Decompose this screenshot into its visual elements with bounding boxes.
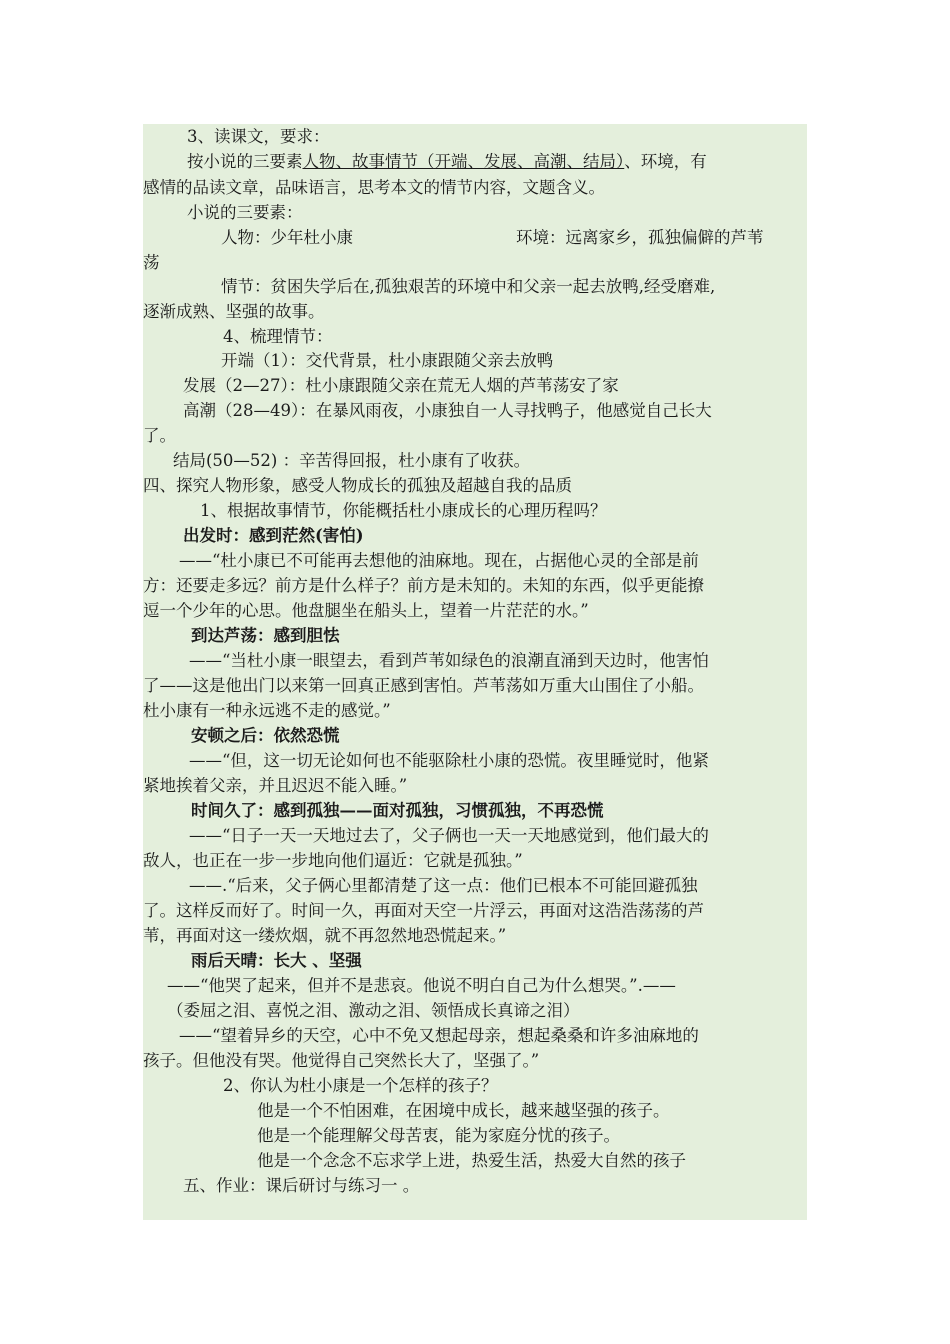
- quote-arrival-2: 了——这是他出门以来第一回真正感到害怕。芦苇荡如万重大山围住了小船。: [143, 676, 704, 695]
- quote-departure-1: ——“杜小康已不可能再去想他的油麻地。现在，占据他心灵的全部是前: [179, 551, 699, 570]
- document-page: [143, 124, 807, 1220]
- plot-development: 发展（2—27）：杜小康跟随父亲在荒无人烟的芦苇荡安了家: [183, 376, 619, 395]
- quote-time-1: ——“日子一天一天地过去了，父子俩也一天一天地感觉到，他们最大的: [189, 826, 709, 845]
- quote-rain-2: （委屈之泪、喜悦之泪、激动之泪、领悟成长真谛之泪）: [167, 1001, 580, 1020]
- heading-after-rain: 雨后天晴：长大 、坚强: [191, 951, 362, 970]
- element-person: 人物：少年杜小康: [221, 228, 353, 247]
- quote-time-3: ——.“后来，父子俩心里都清楚了这一点：他们已根本不可能回避孤独: [189, 876, 698, 895]
- quote-time-5: 苇，再面对这一缕炊烟，就不再忽然地恐慌起来。”: [143, 926, 507, 945]
- requirement-prefix: 按小说的三要素: [187, 152, 303, 171]
- requirement-suffix: 、环境，有: [624, 152, 707, 171]
- requirement-line-2: 感情的品读文章，品味语言，思考本文的情节内容，文题含义。: [143, 178, 605, 197]
- requirement-line-1: [143, 149, 807, 175]
- answer-2-line-1: 他是一个不怕困难，在困境中成长，越来越坚强的孩子。: [257, 1101, 670, 1120]
- quote-settled-1: ——“但，这一切无论如何也不能驱除杜小康的恐慌。夜里睡觉时，他紧: [189, 751, 709, 770]
- quote-rain-3: ——“望着异乡的天空，心中不免又想起母亲，想起桑桑和许多油麻地的: [179, 1026, 699, 1045]
- requirement-underlined: 人物、故事情节（开端、发展、高潮、结局）: [302, 152, 625, 171]
- answer-2-line-3: 他是一个念念不忘求学上进，热爱生活，热爱大自然的孩子: [257, 1151, 686, 1170]
- plot-summary-line-2: 逐渐成熟、坚强的故事。: [143, 302, 325, 321]
- quote-arrival-1: ——“当杜小康一眼望去，看到芦苇如绿色的浪潮直涌到天边时，他害怕: [189, 651, 709, 670]
- elements-title: 小说的三要素：: [187, 203, 303, 222]
- heading-settled: 安顿之后：依然恐慌: [191, 726, 340, 745]
- answer-2-line-2: 他是一个能理解父母苦衷，能为家庭分忧的孩子。: [257, 1126, 620, 1145]
- quote-rain-4: 孩子。但他没有哭。他觉得自己突然长大了，坚强了。”: [143, 1051, 540, 1070]
- quote-arrival-3: 杜小康有一种永远逃不走的感觉。”: [143, 701, 391, 720]
- element-environment-continued: 荡: [143, 253, 160, 272]
- section-3-title: 3、读课文，要求：: [187, 127, 330, 146]
- elements-row: [143, 225, 807, 251]
- question-1: 1、根据故事情节，你能概括杜小康成长的心理历程吗？: [200, 501, 607, 520]
- plot-summary-line-1: 情节：贫困失学后在,孤独艰苦的环境中和父亲一起去放鸭,经受磨难,: [221, 277, 716, 296]
- quote-departure-3: 逗一个少年的心思。他盘腿坐在船头上，望着一片茫茫的水。”: [143, 601, 589, 620]
- plot-ending: 结局(50—52) ：辛苦得回报，杜小康有了收获。: [173, 451, 531, 470]
- section-4-title: 4、梳理情节：: [223, 327, 333, 346]
- question-2: 2、你认为杜小康是一个怎样的孩子？: [223, 1076, 498, 1095]
- quote-settled-2: 紧地挨着父亲，并且迟迟不能入睡。”: [143, 776, 408, 795]
- quote-departure-2: 方：还要走多远？前方是什么样子？前方是未知的。未知的东西，似乎更能撩: [143, 576, 704, 595]
- heading-departure: 出发时：感到茫然(害怕): [183, 526, 364, 545]
- part-4-title: 四、探究人物形象，感受人物成长的孤独及超越自我的品质: [143, 476, 572, 495]
- element-environment: 环境：远离家乡，孤独偏僻的芦苇: [516, 228, 764, 247]
- plot-climax-line-1: 高潮（28—49）：在暴风雨夜，小康独自一人寻找鸭子，他感觉自己长大: [183, 401, 712, 420]
- quote-time-4: 了。这样反而好了。时间一久，再面对天空一片浮云，再面对这浩浩荡荡的芦: [143, 901, 704, 920]
- quote-rain-1: ——“他哭了起来，但并不是悲哀。他说不明白自己为什么想哭。”.——: [167, 976, 676, 995]
- plot-start: 开端（1）：交代背景，杜小康跟随父亲去放鸭: [221, 351, 554, 370]
- heading-time-passes: 时间久了：感到孤独——面对孤独，习惯孤独，不再恐慌: [191, 801, 604, 820]
- heading-arrival: 到达芦荡：感到胆怯: [191, 626, 340, 645]
- part-5-homework: 五、作业：课后研讨与练习一 。: [183, 1176, 420, 1195]
- plot-climax-line-2: 了。: [143, 426, 176, 445]
- quote-time-2: 敌人，也正在一步一步地向他们逼近：它就是孤独。”: [143, 851, 523, 870]
